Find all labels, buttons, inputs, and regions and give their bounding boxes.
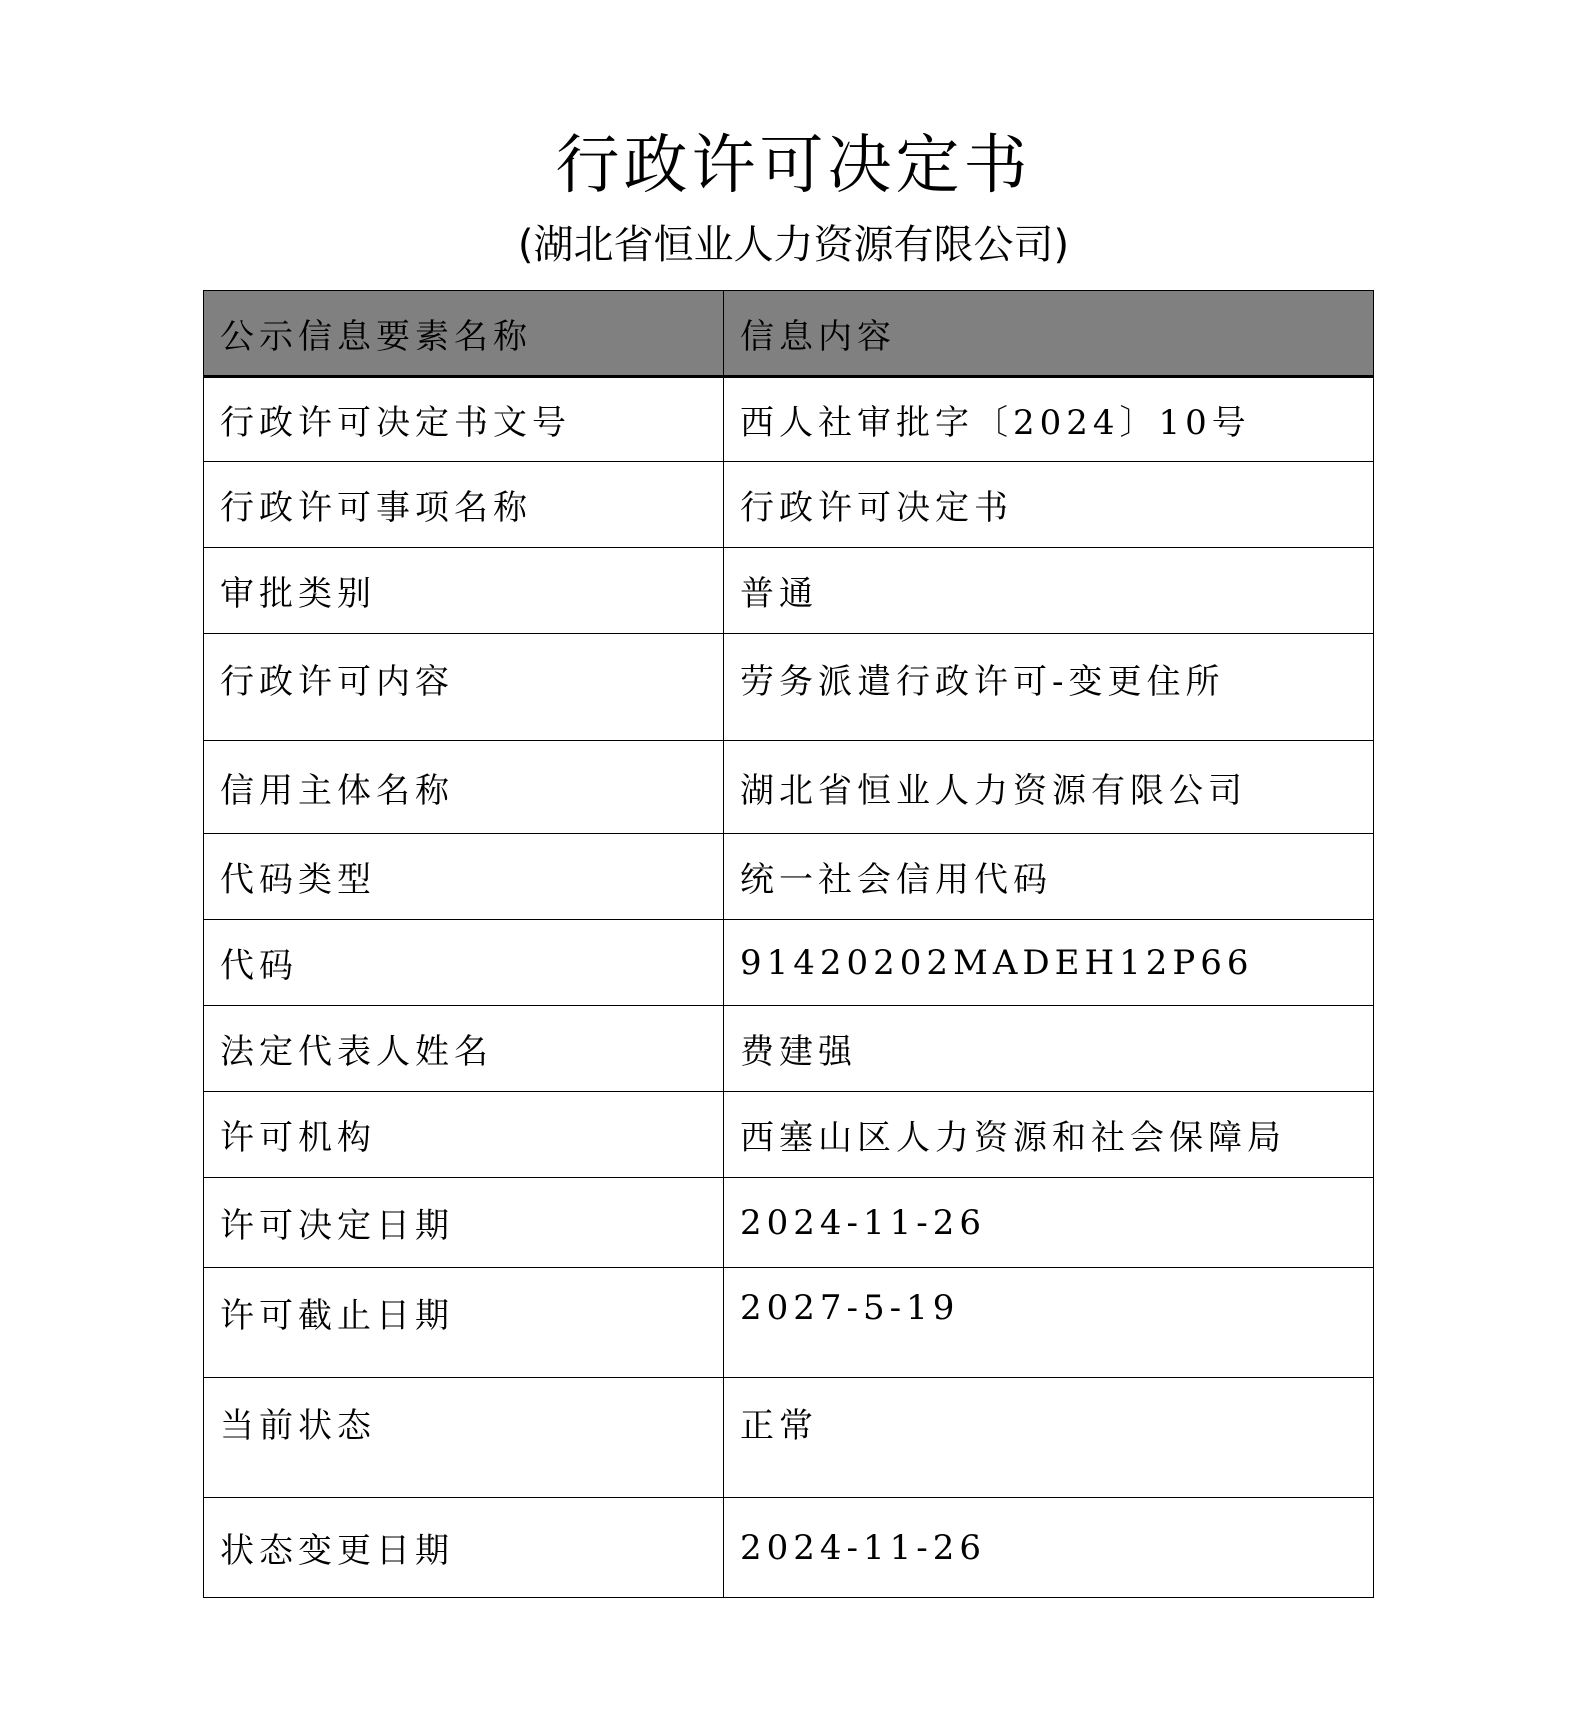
row-label: 代码类型 (204, 834, 724, 920)
table-row (204, 462, 1374, 548)
row-label: 信用主体名称 (204, 741, 724, 834)
row-value: 西塞山区人力资源和社会保障局 (724, 1092, 1374, 1178)
table-row (204, 1178, 1374, 1268)
table-row (204, 741, 1374, 834)
document-subtitle: (湖北省恒业人力资源有限公司) (517, 222, 1070, 268)
row-value: 2027-5-19 (724, 1268, 1374, 1378)
row-value: 湖北省恒业人力资源有限公司 (724, 741, 1374, 834)
header-field-content: 信息内容 (724, 291, 1374, 377)
row-label: 法定代表人姓名 (204, 1006, 724, 1092)
row-label: 行政许可事项名称 (204, 462, 724, 548)
table-row (204, 548, 1374, 634)
row-label: 状态变更日期 (204, 1498, 724, 1598)
table-row (204, 1006, 1374, 1092)
table-row (204, 1498, 1374, 1598)
row-value: 西人社审批字〔2024〕10号 (724, 377, 1374, 462)
row-value: 普通 (724, 548, 1374, 634)
row-value: 费建强 (724, 1006, 1374, 1092)
info-table (203, 290, 1374, 1598)
table-row (204, 1378, 1374, 1498)
header-field-name: 公示信息要素名称 (204, 291, 724, 377)
row-label: 审批类别 (204, 548, 724, 634)
table-row (204, 1268, 1374, 1378)
row-label: 行政许可内容 (204, 634, 724, 741)
row-label: 代码 (204, 920, 724, 1006)
table-header-row (204, 291, 1374, 377)
table-row (204, 834, 1374, 920)
row-value: 91420202MADEH12P66 (724, 920, 1374, 1006)
row-value: 行政许可决定书 (724, 462, 1374, 548)
row-value: 统一社会信用代码 (724, 834, 1374, 920)
table-row (204, 920, 1374, 1006)
row-label: 许可机构 (204, 1092, 724, 1178)
row-label: 行政许可决定书文号 (204, 377, 724, 462)
table-row (204, 377, 1374, 462)
document-title: 行政许可决定书 (555, 129, 1032, 203)
row-value: 劳务派遣行政许可-变更住所 (724, 634, 1374, 741)
row-value: 2024-11-26 (724, 1498, 1374, 1598)
row-label: 当前状态 (204, 1378, 724, 1498)
row-value: 2024-11-26 (724, 1178, 1374, 1268)
row-label: 许可截止日期 (204, 1268, 724, 1378)
row-value: 正常 (724, 1378, 1374, 1498)
table-row (204, 634, 1374, 741)
table-row (204, 1092, 1374, 1178)
row-label: 许可决定日期 (204, 1178, 724, 1268)
